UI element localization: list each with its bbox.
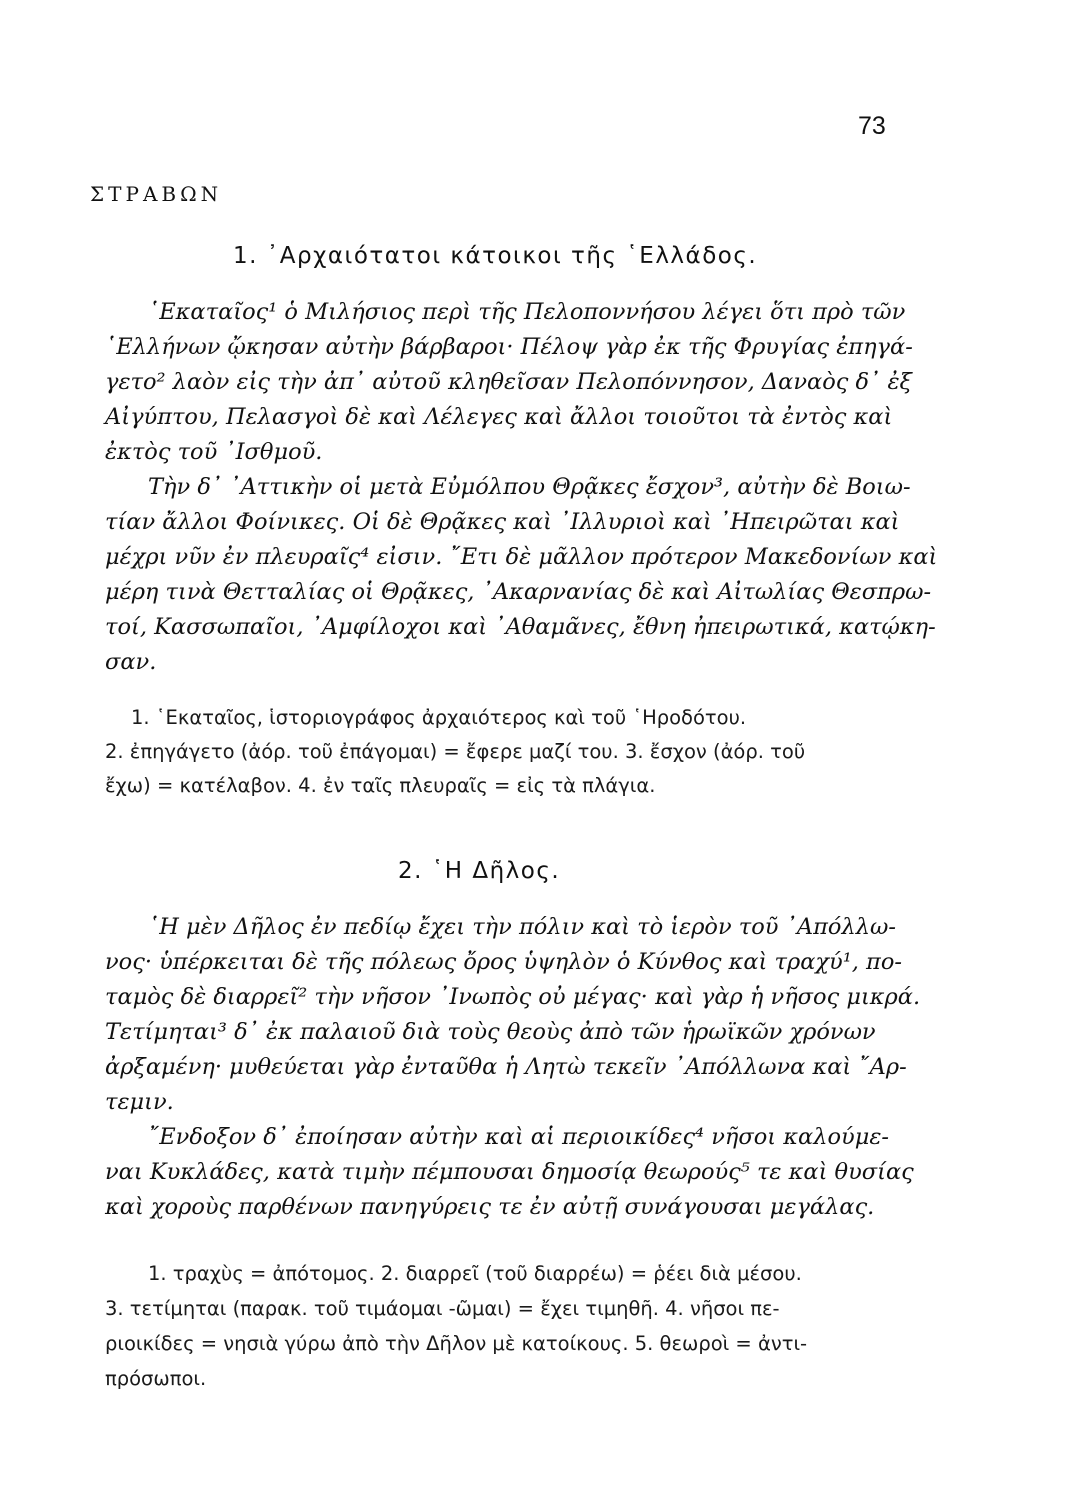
section-2-footnote-line: 3. τετίμηται (παρακ. τοῦ τιμάομαι -ῶμαι) = ἔχει τιμηθῆ. 4. νῆσοι πε- — [105, 1297, 780, 1320]
section-1-body-line: Τὴν δ᾿ ᾿Αττικὴν οἱ μετὰ Εὐμόλπου Θρᾷκες ἔσχον³, αὐτὴν δὲ Βοιω- — [148, 474, 911, 500]
section-1-body-line: γετο² λαὸν εἰς τὴν ἀπ᾿ αὐτοῦ κληθεῖσαν Πελοπόννησον, Δαναὸς δ᾿ ἐξ — [105, 369, 912, 395]
section-1-body-line: μέρη τινὰ Θετταλίας οἱ Θρᾷκες, ᾿Ακαρνανίας δὲ καὶ Αἰτωλίας Θεσπρω- — [105, 579, 932, 605]
section-1-footnote-line: ἔχω) = κατέλαβον. 4. ἐν ταῖς πλευραῖς = εἰς τὰ πλάγια. — [105, 774, 656, 797]
section-2-body-line: καὶ χοροὺς παρθένων πανηγύρεις τε ἐν αὐτῇ συνάγουσαι μεγάλας. — [105, 1194, 875, 1220]
section-2-footnote-line: 1. τραχὺς = ἀπότομος. 2. διαρρεῖ (τοῦ διαρρέω) = ῥέει διὰ μέσου. — [148, 1262, 802, 1285]
section-2-heading: 2. ῾Η Δῆλος. — [398, 858, 561, 884]
section-2-footnote-line: πρόσωποι. — [105, 1367, 207, 1390]
running-header-author: ΣΤΡΑΒΩΝ — [90, 182, 223, 206]
section-2-body-line: ῎Ενδοξον δ᾿ ἐποίησαν αὐτὴν καὶ αἱ περιοικίδες⁴ νῆσοι καλούμε- — [148, 1124, 889, 1150]
section-1-body-line: Αἰγύπτου, Πελασγοὶ δὲ καὶ Λέλεγες καὶ ἄλλοι τοιοῦτοι τὰ ἐντὸς καὶ — [105, 404, 893, 430]
section-2-body-line: τεμιν. — [105, 1089, 174, 1115]
section-2-body-line: ναι Κυκλάδες, κατὰ τιμὴν πέμπουσαι δημοσίᾳ θεωρούς⁵ τε καὶ θυσίας — [105, 1159, 914, 1185]
section-2-body-line: ἀρξαμένη· μυθεύεται γὰρ ἐνταῦθα ἡ Λητὼ τεκεῖν ᾿Απόλλωνα καὶ ῎Αρ- — [105, 1054, 907, 1080]
section-1-body-line: τίαν ἄλλοι Φοίνικες. Οἱ δὲ Θρᾷκες καὶ ᾿Ιλλυριοὶ καὶ ᾿Ηπειρῶται καὶ — [105, 509, 900, 535]
section-1-heading: 1. ᾿Αρχαιότατοι κάτοικοι τῆς ῾Ελλάδος. — [233, 243, 758, 269]
section-1-body-line: μέχρι νῦν ἐν πλευραῖς⁴ εἰσιν. ῎Ετι δὲ μᾶλλον πρότερον Μακεδονίων καὶ — [105, 544, 938, 570]
section-2-footnote-line: ριοικίδες = νησιὰ γύρω ἀπὸ τὴν Δῆλον μὲ κατοίκους. 5. θεωροὶ = ἀντι- — [105, 1332, 808, 1355]
section-2-body-line: νος· ὑπέρκειται δὲ τῆς πόλεως ὄρος ὑψηλὸν ὁ Κύνθος καὶ τραχύ¹, πο- — [105, 949, 902, 975]
section-2-body-line: ῾Η μὲν Δῆλος ἐν πεδίῳ ἔχει τὴν πόλιν καὶ τὸ ἱερὸν τοῦ ᾿Απόλλω- — [148, 914, 896, 940]
page-number: 73 — [858, 112, 886, 140]
section-2-body-line: Τετίμηται³ δ᾿ ἐκ παλαιοῦ διὰ τοὺς θεοὺς ἀπὸ τῶν ἡρωϊκῶν χρόνων — [105, 1019, 876, 1045]
section-1-footnote-line: 1. ῾Εκαταῖος, ἱστοριογράφος ἀρχαιότερος καὶ τοῦ ῾Ηροδότου. — [131, 706, 747, 729]
section-1-body-line: σαν. — [105, 649, 157, 675]
section-1-footnote-line: 2. ἐπηγάγετο (ἀόρ. τοῦ ἐπάγομαι) = ἔφερε μαζί του. 3. ἔσχον (ἀόρ. τοῦ — [105, 740, 806, 763]
section-1-body-line: ῾Ελλήνων ᾤκησαν αὐτὴν βάρβαροι· Πέλοψ γὰρ ἐκ τῆς Φρυγίας ἐπηγά- — [105, 334, 913, 360]
section-1-body-line: τοί, Κασσωπαῖοι, ᾿Αμφίλοχοι καὶ ᾿Αθαμᾶνες, ἔθνη ἠπειρωτικά, κατῴκη- — [105, 614, 936, 640]
section-2-body-line: ταμὸς δὲ διαρρεῖ² τὴν νῆσον ᾿Ινωπὸς οὐ μέγας· καὶ γὰρ ἡ νῆσος μικρά. — [105, 984, 921, 1010]
section-1-body-line: ἐκτὸς τοῦ ᾿Ισθμοῦ. — [105, 439, 323, 465]
section-1-body-line: ῾Εκαταῖος¹ ὁ Μιλήσιος περὶ τῆς Πελοποννήσου λέγει ὅτι πρὸ τῶν — [148, 299, 906, 325]
